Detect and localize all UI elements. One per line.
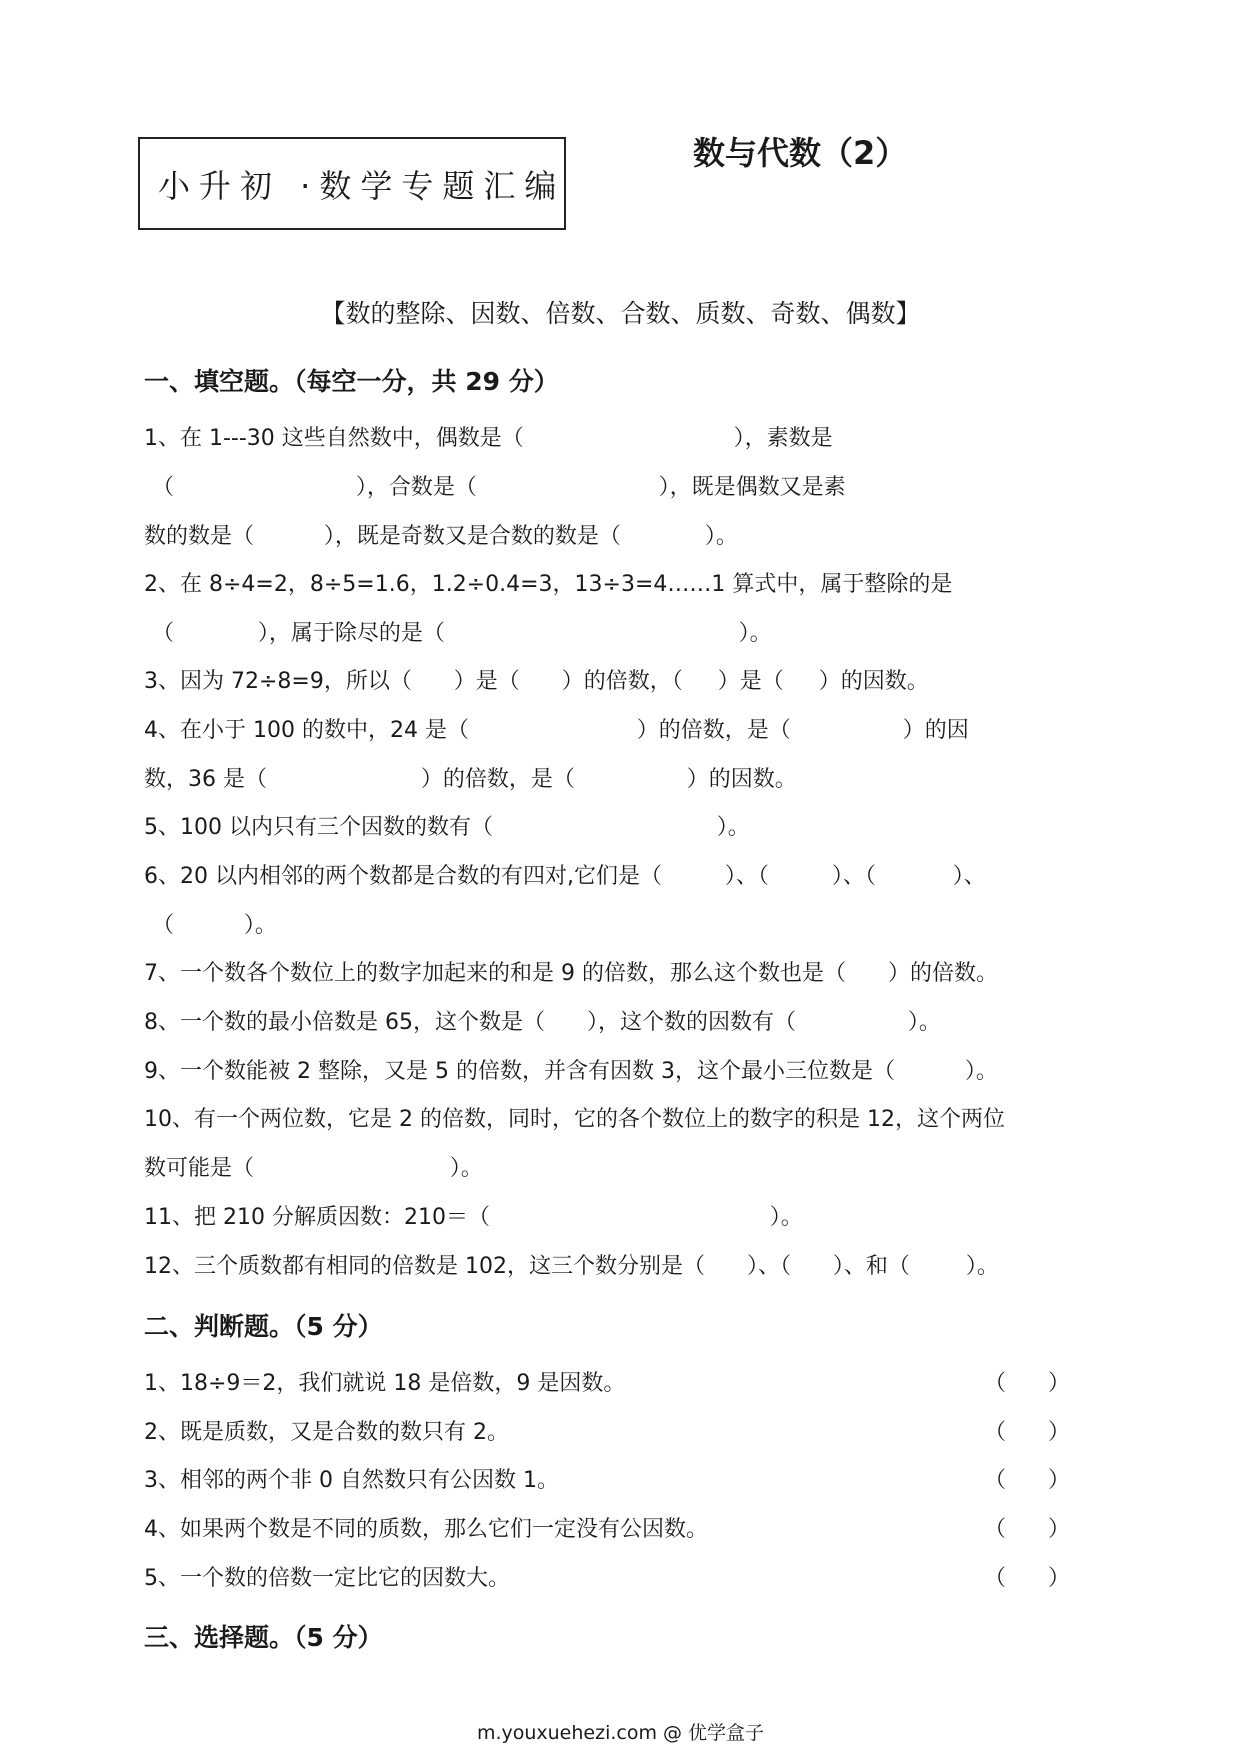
topic-heading: 【数的整除、因数、倍数、合数、质数、奇数、偶数】 [320, 299, 921, 328]
section-choice-heading: 三、选择题。（5 分） [144, 1623, 383, 1652]
fill-line-13: 8、一个数的最小倍数是 65，这个数是（ ），这个数的因数有（ ）。 [144, 1010, 941, 1035]
judge-item [144, 1463, 1074, 1494]
fill-line-18: 12、三个质数都有相同的倍数是 102，这三个数分别是（ ）、（ ）、和（ ）。 [144, 1254, 999, 1279]
fill-line-7: 4、在小于 100 的数中，24 是（ ）的倍数，是（ ）的因 [144, 718, 969, 743]
fill-line-11: （ ）。 [152, 913, 277, 938]
series-label: 小升初 ·数学专题汇编 [158, 167, 566, 205]
fill-line-9: 5、100 以内只有三个因数的数有（ ）。 [144, 815, 750, 840]
fill-line-4: 2、在 8÷4=2，8÷5=1.6，1.2÷0.4=3，13÷3=4……1 算式中，属于整除的是 [144, 572, 953, 597]
judge-item [144, 1415, 1074, 1446]
judge-item-text: 4、如果两个数是不同的质数，那么它们一定没有公因数。 [144, 1517, 708, 1542]
answer-bracket: （ ） [984, 1566, 1070, 1591]
fill-line-17: 11、把 210 分解质因数：210＝（ ）。 [144, 1205, 803, 1230]
fill-line-2: （ ），合数是（ ），既是偶数又是素 [152, 475, 846, 500]
judge-item [144, 1512, 1074, 1543]
fill-line-12: 7、一个数各个数位上的数字加起来的和是 9 的倍数，那么这个数也是（ ）的倍数。 [144, 961, 998, 986]
section-fill-in-heading: 一、填空题。（每空一分，共 29 分） [144, 367, 559, 396]
judge-item [144, 1366, 1074, 1397]
footer-watermark: m.youxuehezi.com @ 优学盒子 [476, 1722, 765, 1744]
fill-line-1: 1、在 1---30 这些自然数中，偶数是（ ），素数是 [144, 426, 833, 451]
answer-bracket: （ ） [984, 1420, 1070, 1445]
fill-line-3: 数的数是（ ），既是奇数又是合数的数是（ ）。 [144, 524, 738, 549]
fill-line-15: 10、有一个两位数，它是 2 的倍数，同时，它的各个数位上的数字的积是 12，这个两位 [144, 1107, 1005, 1132]
judge-item-text: 2、既是质数，又是合数的数只有 2。 [144, 1420, 509, 1445]
fill-line-10: 6、20 以内相邻的两个数都是合数的有四对,它们是（ ）、（ ）、（ ）、 [144, 864, 986, 889]
fill-line-14: 9、一个数能被 2 整除，又是 5 的倍数，并含有因数 3，这个最小三位数是（ ）。 [144, 1059, 998, 1084]
judge-item-text: 5、一个数的倍数一定比它的因数大。 [144, 1566, 510, 1591]
section-judge-heading: 二、判断题。（5 分） [144, 1312, 383, 1341]
judge-item-text: 3、相邻的两个非 0 自然数只有公因数 1。 [144, 1468, 559, 1493]
document-title: 数与代数（2） [693, 134, 908, 172]
answer-bracket: （ ） [984, 1468, 1070, 1493]
answer-bracket: （ ） [984, 1371, 1070, 1396]
fill-line-6: 3、因为 72÷8=9，所以（ ）是（ ）的倍数，（ ）是（ ）的因数。 [144, 669, 929, 694]
fill-line-5: （ ），属于除尽的是（ ）。 [152, 621, 772, 646]
judge-item-text: 1、18÷9＝2，我们就说 18 是倍数，9 是因数。 [144, 1371, 626, 1396]
judge-item [144, 1561, 1074, 1592]
fill-line-8: 数，36 是（ ）的倍数，是（ ）的因数。 [144, 767, 797, 792]
fill-line-16: 数可能是（ ）。 [144, 1156, 483, 1181]
series-label-box [138, 137, 566, 230]
answer-bracket: （ ） [984, 1517, 1070, 1542]
